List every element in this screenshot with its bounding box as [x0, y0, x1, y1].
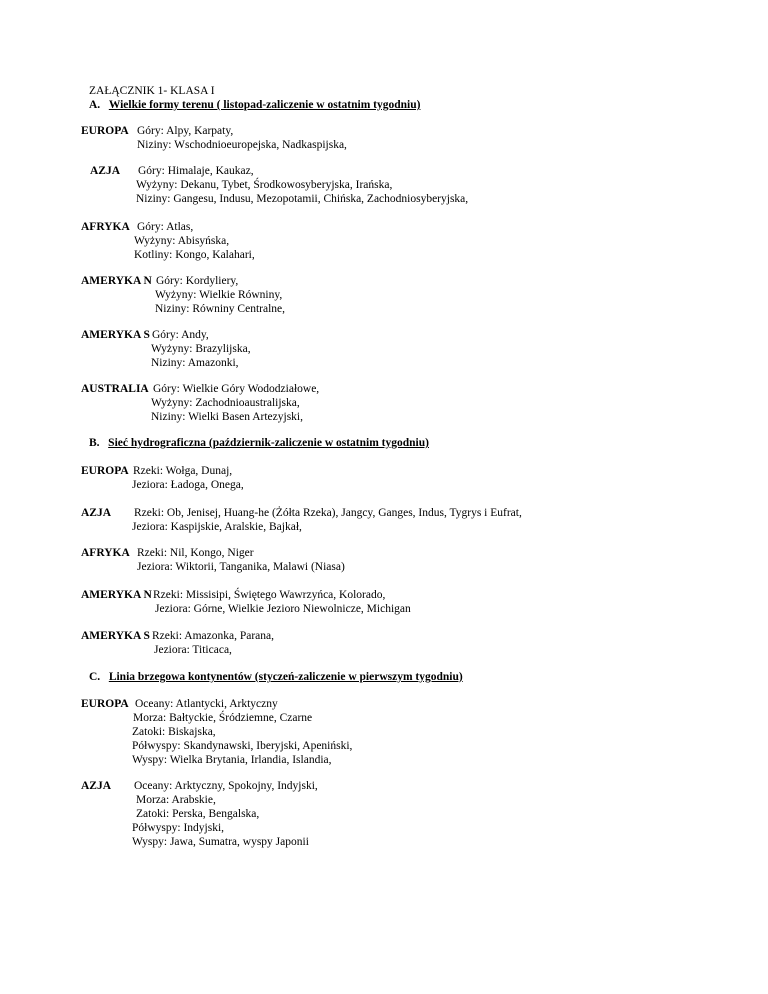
section-a-heading [89, 98, 420, 112]
region-label: EUROPA [81, 125, 129, 137]
region-label: AUSTRALIA [81, 383, 149, 395]
entry-line: Oceany: Atlantycki, Arktyczny [135, 698, 278, 710]
entry-line: Wyżyny: Zachodnioaustralijska, [151, 397, 300, 409]
entry-line: Rzeki: Nil, Kongo, Niger [137, 547, 254, 559]
entry-line: Wyżyny: Wielkie Równiny, [155, 289, 283, 301]
entry-line: Góry: Andy, [152, 329, 209, 341]
section-letter: B. [89, 437, 100, 449]
entry-line: Jeziora: Ładoga, Onega, [132, 479, 244, 491]
entry-line: Góry: Himalaje, Kaukaz, [138, 165, 254, 177]
region-label: AMERYKA N [81, 589, 152, 601]
entry-line: Niziny: Równiny Centralne, [155, 303, 285, 315]
entry-line: Niziny: Wielki Basen Artezyjski, [151, 411, 303, 423]
entry-line: Niziny: Gangesu, Indusu, Mezopotamii, Chińska, Zachodniosyberyjska, [136, 193, 469, 205]
entry-line: Wyżyny: Brazylijska, [151, 343, 251, 355]
entry-line: Wyspy: Wielka Brytania, Irlandia, Islandia, [132, 754, 332, 766]
entry-line: Jeziora: Wiktorii, Tanganika, Malawi (Niasa) [137, 561, 345, 573]
section-title: Sieć hydrograficzna (październik-zaliczenie w ostatnim tygodniu) [108, 437, 429, 449]
entry-line: Wyspy: Jawa, Sumatra, wyspy Japonii [132, 836, 309, 848]
entry-line: Morza: Bałtyckie, Śródziemne, Czarne [133, 712, 313, 724]
region-label: AMERYKA S [81, 630, 150, 642]
entry-line: Morza: Arabskie, [136, 794, 216, 806]
entry-line: Jeziora: Titicaca, [154, 644, 232, 656]
entry-line: Niziny: Wschodnioeuropejska, Nadkaspijska, [137, 139, 347, 151]
region-label: AZJA [81, 507, 112, 519]
entry-line: Jeziora: Górne, Wielkie Jezioro Niewolnicze, Michigan [155, 603, 411, 615]
entry-line: Wyżyny: Abisyńska, [134, 235, 230, 247]
entry-line: Wyżyny: Dekanu, Tybet, Środkowosyberyjska, Irańska, [136, 179, 393, 191]
region-label: AMERYKA S [81, 329, 150, 341]
entry-line: Półwyspy: Skandynawski, Iberyjski, Apeniński, [132, 740, 353, 752]
section-letter: A. [89, 99, 101, 111]
entry-line: Jeziora: Kaspijskie, Aralskie, Bajkał, [132, 521, 302, 533]
region-label: AFRYKA [81, 221, 130, 233]
section-title: Wielkie formy terenu ( listopad-zaliczenie w ostatnim tygodniu) [108, 99, 421, 111]
document-title: ZAŁĄCZNIK 1- KLASA I [89, 85, 215, 97]
section-c-heading [89, 670, 463, 684]
entry-line: Góry: Atlas, [137, 221, 194, 233]
region-label: EUROPA [81, 465, 129, 477]
region-label: AMERYKA N [81, 275, 152, 287]
region-label: AZJA [81, 780, 112, 792]
section-title: Linia brzegowa kontynentów (styczeń-zaliczenie w pierwszym tygodniu) [108, 671, 463, 683]
entry-line: Rzeki: Missisipi, Świętego Wawrzyńca, Kolorado, [153, 589, 386, 601]
section-b-heading [89, 436, 429, 450]
entry-line: Rzeki: Wołga, Dunaj, [133, 465, 233, 477]
entry-line: Góry: Alpy, Karpaty, [137, 125, 234, 137]
region-label: EUROPA [81, 698, 129, 710]
entry-line: Góry: Kordyliery, [156, 275, 239, 287]
entry-line: Rzeki: Ob, Jenisej, Huang-he (Żółta Rzeka), Jangcy, Ganges, Indus, Tygrys i Eufrat, [134, 507, 522, 519]
entry-line: Oceany: Arktyczny, Spokojny, Indyjski, [134, 780, 318, 792]
entry-line: Góry: Wielkie Góry Wododziałowe, [153, 383, 320, 395]
entry-line: Półwyspy: Indyjski, [132, 822, 225, 834]
entry-line: Niziny: Amazonki, [151, 357, 239, 369]
entry-line: Zatoki: Perska, Bengalska, [136, 808, 260, 820]
section-letter: C. [89, 671, 101, 683]
region-label: AZJA [90, 165, 121, 177]
entry-line: Zatoki: Biskajska, [132, 726, 216, 738]
entry-line: Rzeki: Amazonka, Parana, [152, 630, 274, 642]
entry-line: Kotliny: Kongo, Kalahari, [134, 249, 255, 261]
region-label: AFRYKA [81, 547, 130, 559]
